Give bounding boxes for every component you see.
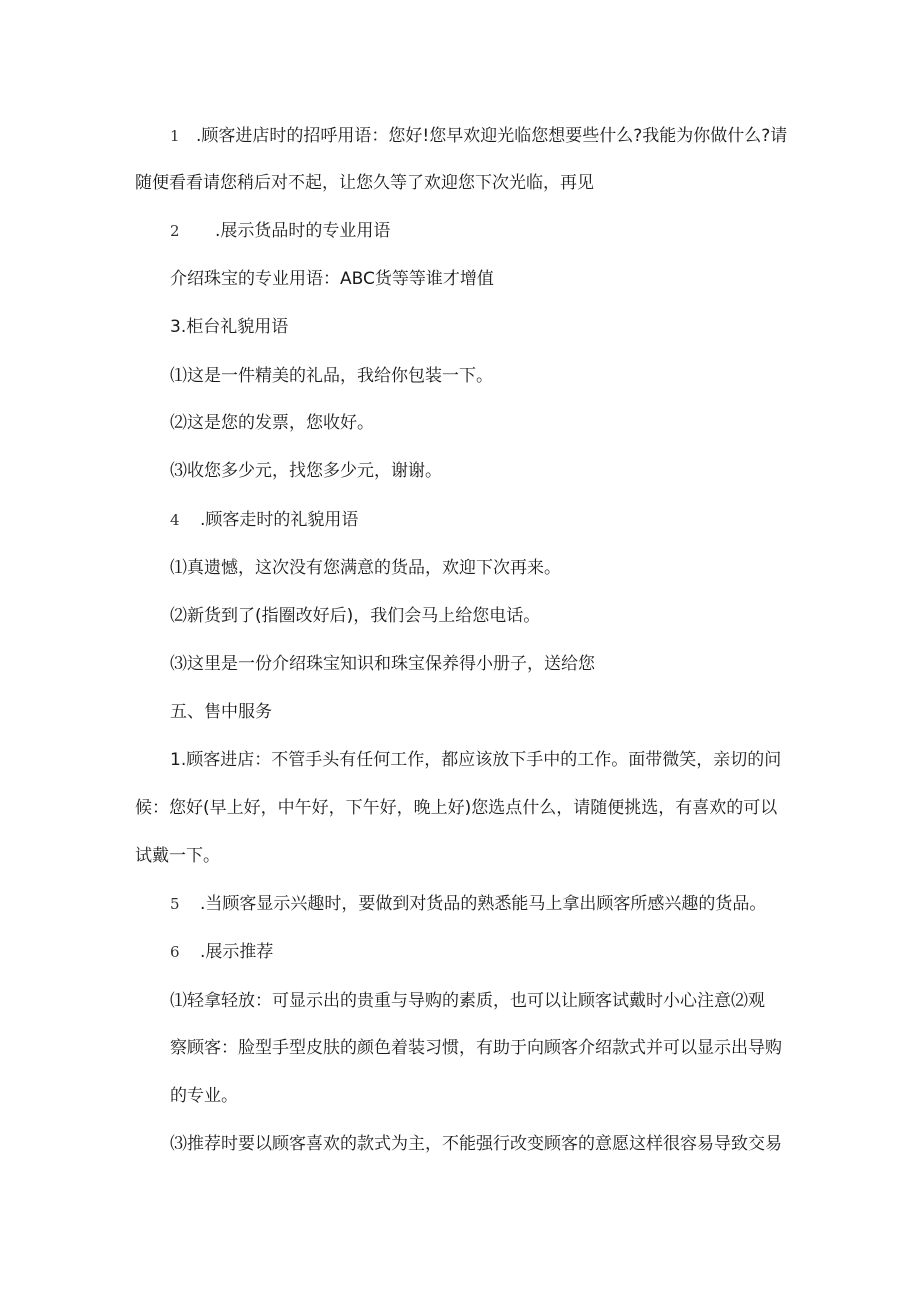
item-2-heading xyxy=(170,219,390,243)
display-tips-line-3: 的专业。 xyxy=(170,1086,238,1106)
item-4-point-3: ⑶这里是一份介绍珠宝知识和珠宝保养得小册子，送给您 xyxy=(170,654,595,674)
item-4-point-2: ⑵新货到了(指圈改好后)，我们会马上给您电话。 xyxy=(170,606,541,626)
display-tips-line-2: 察顾客：脸型手型皮肤的颜色着装习惯，有助于向顾客介绍款式并可以显示出导购 xyxy=(170,1038,782,1058)
display-tips-line-1: ⑴轻拿轻放：可显示出的贵重与导购的素质，也可以让顾客试戴时小心注意⑵观 xyxy=(170,991,765,1011)
item-6-heading xyxy=(170,940,273,964)
recommendation-tip: ⑶推荐时要以顾客喜欢的款式为主，不能强行改变顾客的意愿这样很容易导致交易 xyxy=(170,1134,782,1154)
item-2-text: .展示货品时的专业用语 xyxy=(215,221,391,241)
item-2-number: 2 xyxy=(170,222,180,240)
item-5 xyxy=(170,892,766,916)
item-1-text: .顾客进店时的招呼用语：您好!您早欢迎光临您想要些什么?我能为你做什么?请 xyxy=(196,126,788,146)
section-5-heading: 五、售中服务 xyxy=(170,702,272,722)
item-3-point-3: ⑶收您多少元，找您多少元，谢谢。 xyxy=(170,461,442,481)
item-3-heading: 3.柜台礼貌用语 xyxy=(170,317,289,337)
item-1-line-1 xyxy=(170,124,787,148)
item-4-point-1: ⑴真遗憾，这次没有您满意的货品，欢迎下次再来。 xyxy=(170,558,561,578)
item-1-line-2: 随便看看请您稍后对不起，让您久等了欢迎您下次光临，再见 xyxy=(135,173,594,193)
item-1-number: 1 xyxy=(170,127,180,145)
item-6-text: .展示推荐 xyxy=(200,942,274,962)
customer-entry-line-2: 候：您好(早上好，中午好，下午好，晚上好)您选点什么，请随便挑选，有喜欢的可以 xyxy=(135,798,778,818)
customer-entry-line-3: 试戴一下。 xyxy=(135,846,220,866)
item-5-number: 5 xyxy=(170,895,180,913)
customer-entry-line-1: 1.顾客进店：不管手头有任何工作，都应该放下手中的工作。面带微笑，亲切的问 xyxy=(170,750,782,770)
item-5-text: .当顾客显示兴趣时，要做到对货品的熟悉能马上拿出顾客所感兴趣的货品。 xyxy=(200,894,767,914)
item-6-number: 6 xyxy=(170,943,180,961)
item-4-text: .顾客走时的礼貌用语 xyxy=(200,510,359,530)
jewelry-terms: 介绍珠宝的专业用语：ABC货等等谁才增值 xyxy=(170,269,494,289)
item-3-point-2: ⑵这是您的发票，您收好。 xyxy=(170,413,374,433)
item-3-point-1: ⑴这是一件精美的礼品，我给你包装一下。 xyxy=(170,366,493,386)
item-4-heading xyxy=(170,508,358,532)
item-4-number: 4 xyxy=(170,511,180,529)
